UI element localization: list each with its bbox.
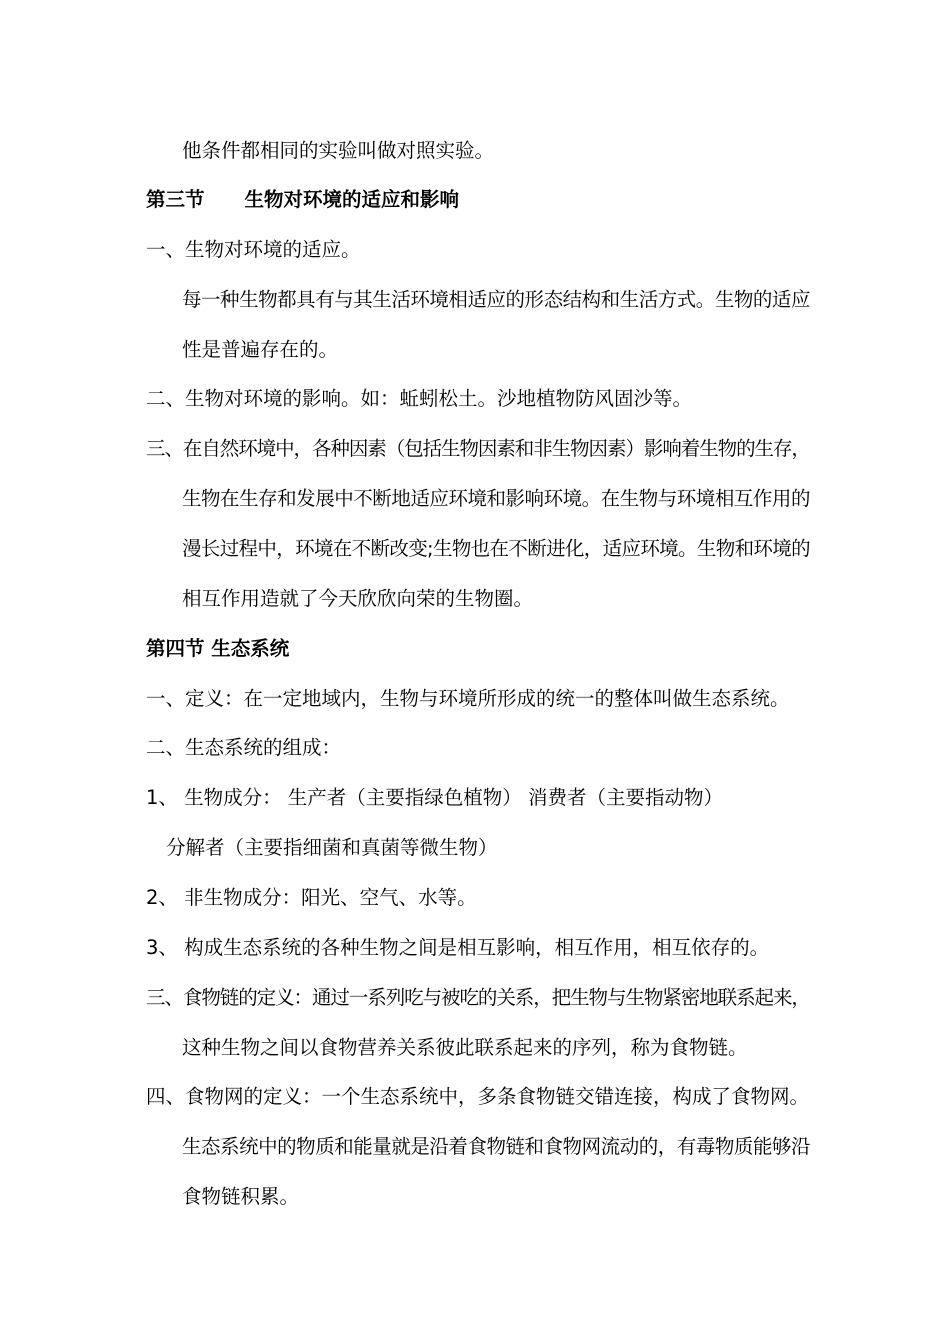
numbered-item: 2、 非生物成分：阳光、空气、水等。 bbox=[146, 886, 477, 909]
list-item-heading: 二、生物对环境的影响。如：蚯蚓松土。沙地植物防风固沙等。 bbox=[146, 387, 693, 410]
paragraph-line: 生态系统中的物质和能量就是沿着食物链和食物网流动的，有毒物质能够沿 bbox=[182, 1135, 810, 1158]
list-item-heading: 二、生态系统的组成： bbox=[146, 736, 342, 759]
paragraph-line: 相互作用造就了今天欣欣向荣的生物圈。 bbox=[182, 587, 534, 610]
paragraph-line: 他条件都相同的实验叫做对照实验。 bbox=[182, 139, 495, 162]
paragraph-line: 分解者（主要指细菌和真菌等微生物） bbox=[166, 836, 498, 859]
list-item-heading: 一、生物对环境的适应。 bbox=[146, 238, 361, 261]
section-number: 第三节 bbox=[146, 188, 205, 211]
section-title: 生物对环境的适应和影响 bbox=[244, 188, 460, 211]
paragraph-line: 这种生物之间以食物营养关系彼此联系起来的序列，称为食物链。 bbox=[182, 1036, 748, 1059]
paragraph-line: 性是普遍存在的。 bbox=[182, 338, 339, 361]
list-item-heading: 三、食物链的定义：通过一系列吃与被吃的关系，把生物与生物紧密地联系起来， bbox=[146, 986, 810, 1009]
section-heading-3 bbox=[146, 187, 459, 213]
paragraph-line: 生物在生存和发展中不断地适应环境和影响环境。在生物与环境相互作用的 bbox=[182, 487, 810, 510]
numbered-item: 1、 生物成分： 生产者（主要指绿色植物） 消费者（主要指动物） bbox=[146, 786, 724, 809]
section-heading-4: 第四节 生态系统 bbox=[146, 637, 290, 660]
list-item-heading: 一、定义：在一定地域内，生物与环境所形成的统一的整体叫做生态系统。 bbox=[146, 687, 790, 710]
paragraph-line: 食物链积累。 bbox=[182, 1185, 300, 1208]
paragraph-line: 每一种生物都具有与其生活环境相适应的形态结构和生活方式。生物的适应 bbox=[182, 288, 810, 311]
list-item-heading: 四、食物网的定义：一个生态系统中，多条食物链交错连接，构成了食物网。 bbox=[146, 1085, 810, 1108]
paragraph-line: 漫长过程中，环境在不断改变;生物也在不断进化，适应环境。生物和环境的 bbox=[182, 537, 810, 560]
numbered-item: 3、 构成生态系统的各种生物之间是相互影响，相互作用，相互依存的。 bbox=[146, 936, 770, 959]
list-item-heading: 三、在自然环境中，各种因素（包括生物因素和非生物因素）影响着生物的生存， bbox=[146, 437, 810, 460]
